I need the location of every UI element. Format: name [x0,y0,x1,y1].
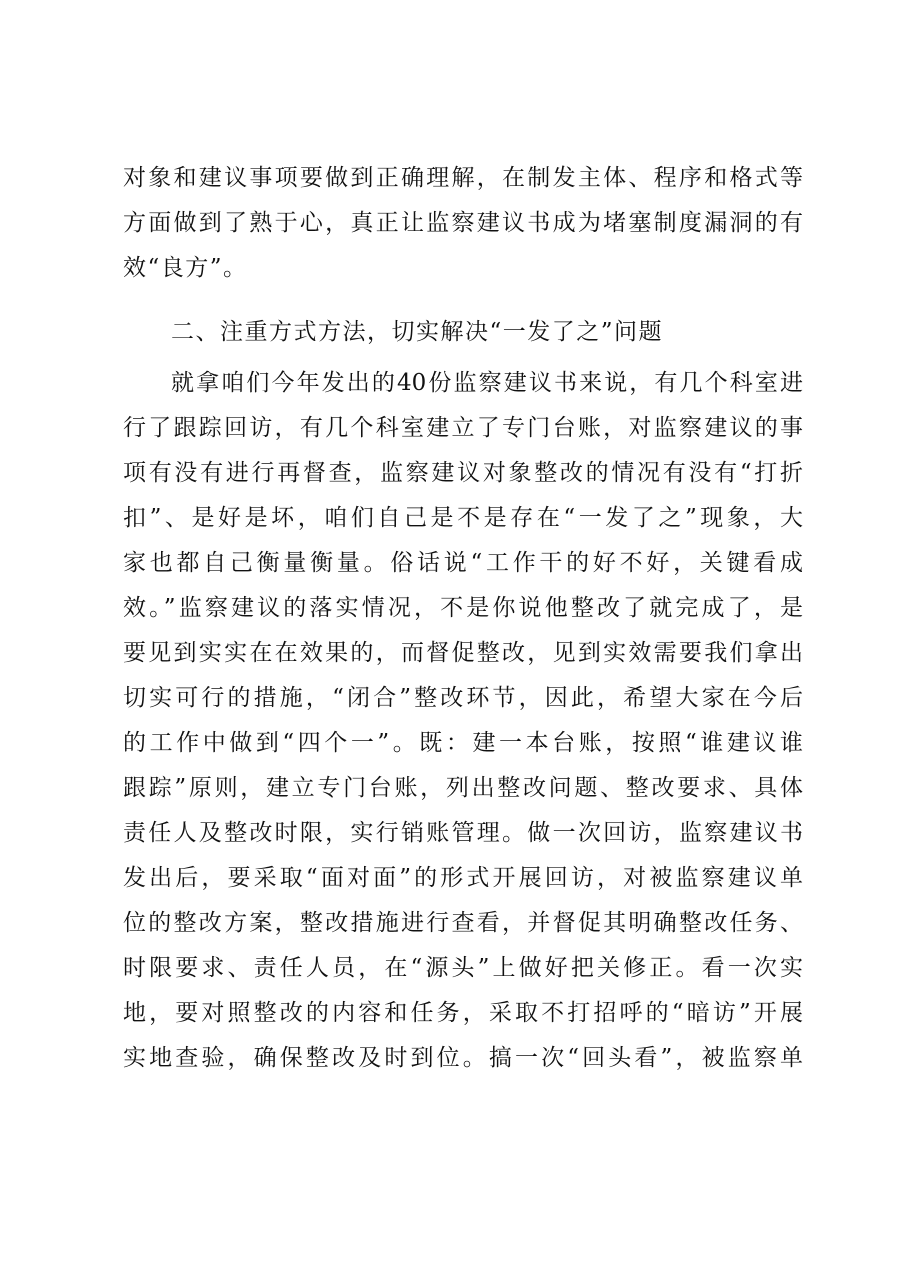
paragraph-line: 的工作中做到“四个一”。既：建一本台账，按照“谁建议谁 [123,730,803,756]
paragraph-line: 就拿咱们今年发出的40份监察建议书来说，有几个科室进 [171,370,803,396]
paragraph-line: 扣”、是好是坏，咱们自己是不是存在“一发了之”现象，大 [123,505,803,531]
paragraph-line: 效“良方”。 [123,255,248,281]
paragraph-line: 跟踪”原则，建立专门台账，列出整改问题、整改要求、具体 [123,775,803,801]
paragraph-line: 家也都自己衡量衡量。俗话说“工作干的好不好，关键看成 [123,550,803,576]
paragraph-line: 位的整改方案，整改措施进行查看，并督促其明确整改任务、 [123,910,803,936]
paragraph-line: 发出后，要采取“面对面”的形式开展回访，对被监察建议单 [123,865,803,891]
paragraph-line: 行了跟踪回访，有几个科室建立了专门台账，对监察建议的事 [123,415,803,441]
paragraph-line: 要见到实实在在效果的，而督促整改，见到实效需要我们拿出 [123,640,803,666]
paragraph-line: 项有没有进行再督查，监察建议对象整改的情况有没有“打折 [123,460,803,486]
paragraph-line: 地，要对照整改的内容和任务，采取不打招呼的“暗访”开展 [123,1000,803,1026]
paragraph-line: 方面做到了熟于心，真正让监察建议书成为堵塞制度漏洞的有 [123,210,803,236]
paragraph-line: 责任人及整改时限，实行销账管理。做一次回访，监察建议书 [123,820,803,846]
paragraph-line: 实地查验，确保整改及时到位。搞一次“回头看”，被监察单 [123,1045,803,1071]
section-heading: 二、注重方式方法，切实解决“一发了之”问题 [171,319,664,345]
paragraph-line: 切实可行的措施，“闭合”整改环节，因此，希望大家在今后 [123,685,803,711]
paragraph-line: 时限要求、责任人员，在“源头”上做好把关修正。看一次实 [123,955,803,981]
paragraph-line: 对象和建议事项要做到正确理解，在制发主体、程序和格式等 [123,165,803,191]
paragraph-line: 效。”监察建议的落实情况，不是你说他整改了就完成了，是 [123,595,803,621]
